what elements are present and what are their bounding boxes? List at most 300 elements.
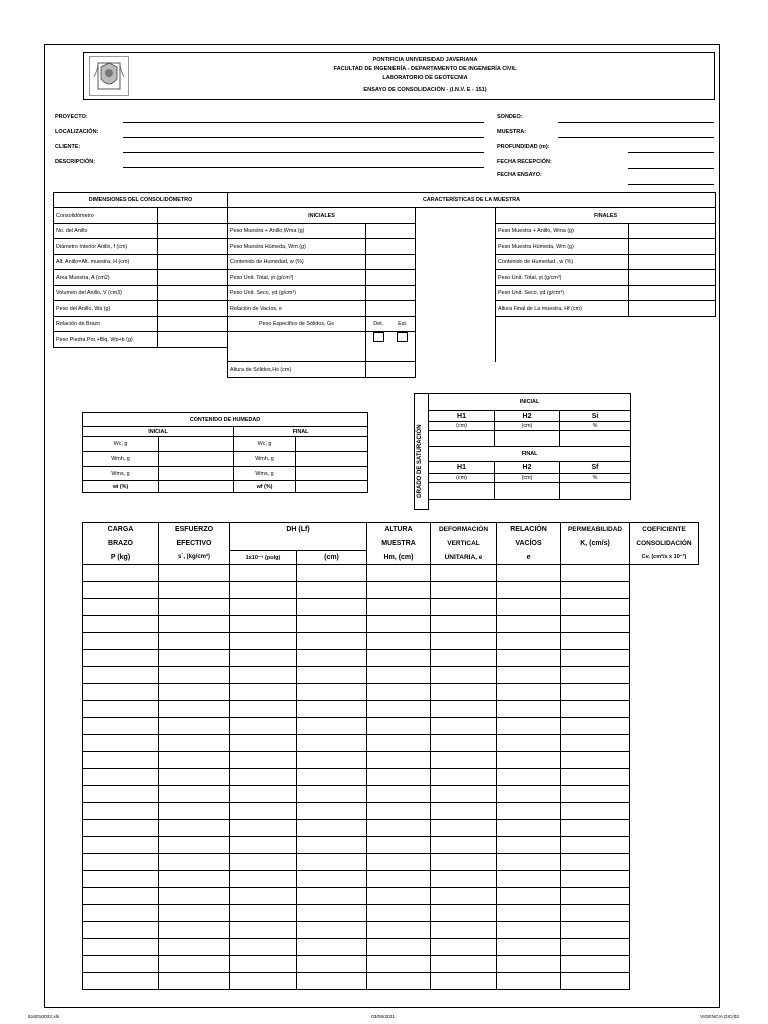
data-cell[interactable] <box>83 769 159 786</box>
data-cell[interactable] <box>561 769 630 786</box>
data-cell[interactable] <box>431 956 497 973</box>
data-cell[interactable] <box>83 973 159 990</box>
ini-row-value[interactable] <box>366 255 416 270</box>
table-row <box>83 905 699 922</box>
col-carga-2: BRAZO <box>83 537 159 551</box>
data-cell[interactable] <box>83 752 159 769</box>
field-line-descripcion[interactable] <box>123 167 484 168</box>
data-cell[interactable] <box>367 956 431 973</box>
data-cell[interactable] <box>83 939 159 956</box>
data-cell[interactable] <box>367 565 431 582</box>
fin-row-value[interactable] <box>629 255 716 270</box>
data-cell[interactable] <box>367 633 431 650</box>
data-cell[interactable] <box>561 667 630 684</box>
data-cell[interactable] <box>367 973 431 990</box>
data-cell[interactable] <box>431 752 497 769</box>
data-cell[interactable] <box>561 956 630 973</box>
spacer-cell <box>416 208 496 362</box>
data-cell[interactable] <box>230 820 297 837</box>
data-cell[interactable] <box>159 718 230 735</box>
data-cell[interactable] <box>431 803 497 820</box>
fin-row-value[interactable] <box>629 301 716 317</box>
data-cell[interactable] <box>497 820 561 837</box>
data-cell[interactable] <box>497 735 561 752</box>
data-cell[interactable] <box>159 701 230 718</box>
empty-area <box>496 317 716 378</box>
data-cell[interactable] <box>230 922 297 939</box>
dimensiones-title: DIMENSIONES DEL CONSOLIDÓMETRO <box>54 193 228 208</box>
data-cell[interactable] <box>159 650 230 667</box>
sat-h2-value[interactable] <box>495 431 560 447</box>
data-cell[interactable] <box>431 820 497 837</box>
data-cell[interactable] <box>367 854 431 871</box>
data-cell[interactable] <box>297 939 367 956</box>
data-cell[interactable] <box>367 667 431 684</box>
sat-h1-value[interactable] <box>429 431 495 447</box>
data-cell[interactable] <box>159 956 230 973</box>
data-cell[interactable] <box>230 718 297 735</box>
fin-row-value[interactable] <box>629 270 716 286</box>
header-line-3: LABORATORIO DE GEOTECNIA <box>382 75 468 81</box>
ini-row-value[interactable] <box>366 239 416 255</box>
data-cell[interactable] <box>431 854 497 871</box>
data-cell[interactable] <box>297 701 367 718</box>
data-cell[interactable] <box>367 616 431 633</box>
data-cell[interactable] <box>367 582 431 599</box>
data-cell[interactable] <box>497 684 561 701</box>
dim-row-value[interactable] <box>158 208 228 224</box>
table-row <box>83 871 699 888</box>
data-cell[interactable] <box>83 684 159 701</box>
wc-label: Wc, g <box>83 437 159 452</box>
data-cell[interactable] <box>83 905 159 922</box>
field-label-sondeo: SONDEO: <box>497 114 523 120</box>
data-cell[interactable] <box>230 803 297 820</box>
sat-sf-value[interactable] <box>560 483 631 500</box>
data-cell[interactable] <box>561 650 630 667</box>
data-cell[interactable] <box>159 616 230 633</box>
fin-row-label: Peso Muestra Húmeda, Wm (g) <box>496 239 629 255</box>
data-cell[interactable] <box>230 973 297 990</box>
data-cell[interactable] <box>431 905 497 922</box>
data-cell[interactable] <box>297 667 367 684</box>
data-cell[interactable] <box>497 565 561 582</box>
sat-unit-cm: (cm) <box>495 474 560 483</box>
data-cell[interactable] <box>367 871 431 888</box>
wmh-label: Wmh, g <box>83 452 159 467</box>
data-cell[interactable] <box>497 599 561 616</box>
university-seal-icon <box>89 56 129 96</box>
data-cell[interactable] <box>561 684 630 701</box>
data-cell[interactable] <box>297 922 367 939</box>
col-esfuerzo-1: ESFUERZO <box>159 523 230 537</box>
data-cell[interactable] <box>431 837 497 854</box>
data-cell[interactable] <box>297 718 367 735</box>
data-cell[interactable] <box>297 752 367 769</box>
data-cell[interactable] <box>431 565 497 582</box>
data-cell[interactable] <box>83 582 159 599</box>
wms-final-value[interactable] <box>296 467 368 481</box>
data-cell[interactable] <box>367 939 431 956</box>
data-cell[interactable] <box>83 888 159 905</box>
data-cell[interactable] <box>230 684 297 701</box>
wmh-final-value[interactable] <box>296 452 368 467</box>
data-cell[interactable] <box>159 854 230 871</box>
data-cell[interactable] <box>561 599 630 616</box>
data-cell[interactable] <box>83 718 159 735</box>
data-cell[interactable] <box>431 939 497 956</box>
data-cell[interactable] <box>367 718 431 735</box>
data-cell[interactable] <box>83 667 159 684</box>
est-label: Est. <box>398 321 408 327</box>
data-cell[interactable] <box>159 565 230 582</box>
data-cell[interactable] <box>159 837 230 854</box>
col-esfuerzo-3: s´, (kg/cm²) <box>159 551 230 565</box>
data-cell[interactable] <box>159 667 230 684</box>
table-row <box>83 599 699 616</box>
data-cell[interactable] <box>83 633 159 650</box>
data-cell[interactable] <box>561 837 630 854</box>
table-row <box>83 752 699 769</box>
data-cell[interactable] <box>83 922 159 939</box>
sat-hf1-value[interactable] <box>429 483 495 500</box>
col-dh-blank <box>230 537 367 551</box>
data-cell[interactable] <box>83 565 159 582</box>
ini-row-value[interactable] <box>366 286 416 301</box>
table-row <box>83 854 699 871</box>
humedad-final: FINAL <box>234 427 368 437</box>
data-cell[interactable] <box>297 582 367 599</box>
data-cell[interactable] <box>297 973 367 990</box>
data-cell[interactable] <box>561 820 630 837</box>
wf-value[interactable] <box>296 481 368 493</box>
data-cell[interactable] <box>159 820 230 837</box>
data-cell[interactable] <box>497 871 561 888</box>
data-cell[interactable] <box>367 684 431 701</box>
data-cell[interactable] <box>431 735 497 752</box>
data-cell[interactable] <box>83 956 159 973</box>
fin-row-value[interactable] <box>629 286 716 301</box>
data-cell[interactable] <box>230 650 297 667</box>
data-cell[interactable] <box>497 803 561 820</box>
data-cell[interactable] <box>230 905 297 922</box>
data-cell[interactable] <box>431 616 497 633</box>
ini-row-value[interactable] <box>366 224 416 239</box>
data-cell[interactable] <box>230 752 297 769</box>
data-cell[interactable] <box>230 888 297 905</box>
fin-row-label: Peso Unit. Seco, γd (g/cm³) <box>496 286 629 301</box>
dim-row-value[interactable] <box>158 301 228 317</box>
data-cell[interactable] <box>297 769 367 786</box>
data-cell[interactable] <box>230 599 297 616</box>
data-cell[interactable] <box>367 820 431 837</box>
data-cell[interactable] <box>497 786 561 803</box>
table-row <box>83 786 699 803</box>
data-cell[interactable] <box>230 735 297 752</box>
finales-header: FINALES <box>496 208 716 224</box>
data-cell[interactable] <box>83 837 159 854</box>
data-cell[interactable] <box>497 922 561 939</box>
data-cell[interactable] <box>431 582 497 599</box>
wi-value[interactable] <box>159 481 234 493</box>
data-cell[interactable] <box>297 803 367 820</box>
data-cell[interactable] <box>497 905 561 922</box>
data-cell[interactable] <box>561 922 630 939</box>
data-cell[interactable] <box>561 582 630 599</box>
data-cell[interactable] <box>561 735 630 752</box>
wf-label: wf (%) <box>234 481 296 493</box>
dim-row-value[interactable] <box>158 239 228 255</box>
sat-unit-pct: % <box>560 422 631 431</box>
field-line-fecha-ensayo[interactable] <box>628 184 714 185</box>
ini-row-value[interactable] <box>366 301 416 317</box>
data-cell[interactable] <box>561 905 630 922</box>
data-cell[interactable] <box>159 922 230 939</box>
col-permeabilidad-blank <box>561 551 630 565</box>
field-line-proyecto[interactable] <box>123 122 484 123</box>
data-cell[interactable] <box>497 752 561 769</box>
data-cell[interactable] <box>230 786 297 803</box>
gs-label: Peso Especifico de Sólidos, Gs <box>228 317 366 332</box>
caracteristicas-title: CARACTERÍSTICAS DE LA MUESTRA <box>228 193 716 208</box>
data-cell[interactable] <box>497 701 561 718</box>
data-cell[interactable] <box>159 905 230 922</box>
data-cell[interactable] <box>431 769 497 786</box>
field-label-cliente: CLIENTE: <box>55 144 81 150</box>
col-deformacion-3: UNITARIA, e <box>431 551 497 565</box>
data-cell[interactable] <box>367 922 431 939</box>
data-cell[interactable] <box>497 633 561 650</box>
data-cell[interactable] <box>159 735 230 752</box>
data-cell[interactable] <box>230 565 297 582</box>
data-cell[interactable] <box>230 769 297 786</box>
wms-label-final: Wms, g <box>234 467 296 481</box>
dim-row-value[interactable] <box>158 317 228 332</box>
data-cell[interactable] <box>159 973 230 990</box>
field-line-fecha-recepcion[interactable] <box>628 168 714 169</box>
data-cell[interactable] <box>561 854 630 871</box>
data-cell[interactable] <box>83 820 159 837</box>
data-cell[interactable] <box>431 922 497 939</box>
field-line-cliente[interactable] <box>123 152 484 153</box>
data-cell[interactable] <box>431 786 497 803</box>
data-cell[interactable] <box>230 837 297 854</box>
data-cell[interactable] <box>497 616 561 633</box>
data-cell[interactable] <box>561 939 630 956</box>
data-cell[interactable] <box>561 718 630 735</box>
data-cell[interactable] <box>297 820 367 837</box>
data-cell[interactable] <box>230 616 297 633</box>
table-row <box>83 939 699 956</box>
data-cell[interactable] <box>561 973 630 990</box>
data-cell[interactable] <box>561 871 630 888</box>
data-cell[interactable] <box>431 701 497 718</box>
data-cell[interactable] <box>159 599 230 616</box>
field-label-proyecto: PROYECTO: <box>55 114 88 120</box>
humedad-table <box>82 412 368 493</box>
data-cell[interactable] <box>561 803 630 820</box>
data-cell[interactable] <box>431 650 497 667</box>
data-cell[interactable] <box>297 905 367 922</box>
data-cell[interactable] <box>297 633 367 650</box>
data-cell[interactable] <box>367 905 431 922</box>
data-cell[interactable] <box>431 973 497 990</box>
fin-row-value[interactable] <box>629 224 716 239</box>
wms-initial-value[interactable] <box>159 467 234 481</box>
data-cell[interactable] <box>230 871 297 888</box>
table-row <box>83 888 699 905</box>
data-cell[interactable] <box>367 769 431 786</box>
data-cell[interactable] <box>497 939 561 956</box>
footer-vigencia: VIGENCIA DIC/02 <box>700 1015 739 1020</box>
data-cell[interactable] <box>297 888 367 905</box>
data-cell[interactable] <box>367 650 431 667</box>
data-cell[interactable] <box>367 735 431 752</box>
data-cell[interactable] <box>561 633 630 650</box>
data-cell[interactable] <box>159 582 230 599</box>
data-cell[interactable] <box>83 803 159 820</box>
data-cell[interactable] <box>497 650 561 667</box>
data-cell[interactable] <box>561 701 630 718</box>
data-cell[interactable] <box>159 803 230 820</box>
wc-initial-value[interactable] <box>159 437 234 452</box>
dim-row-value[interactable] <box>158 255 228 270</box>
data-cell[interactable] <box>159 786 230 803</box>
data-cell[interactable] <box>561 786 630 803</box>
data-cell[interactable] <box>367 786 431 803</box>
data-cell[interactable] <box>497 667 561 684</box>
data-cell[interactable] <box>83 854 159 871</box>
data-cell[interactable] <box>497 769 561 786</box>
data-cell[interactable] <box>159 752 230 769</box>
field-label-localizacion: LOCALIZACIÓN: <box>55 129 99 135</box>
est-checkbox[interactable] <box>397 332 408 342</box>
wc-final-value[interactable] <box>296 437 368 452</box>
data-cell[interactable] <box>367 837 431 854</box>
data-cell[interactable] <box>297 565 367 582</box>
data-cell[interactable] <box>497 973 561 990</box>
data-cell[interactable] <box>431 684 497 701</box>
data-cell[interactable] <box>297 837 367 854</box>
det-checkbox[interactable] <box>373 332 384 342</box>
data-cell[interactable] <box>431 888 497 905</box>
data-cell[interactable] <box>561 752 630 769</box>
data-cell[interactable] <box>83 599 159 616</box>
dim-row-value[interactable] <box>158 286 228 301</box>
data-cell[interactable] <box>230 939 297 956</box>
humedad-title: CONTENIDO DE HUMEDAD <box>83 413 368 427</box>
data-cell[interactable] <box>230 854 297 871</box>
data-cell[interactable] <box>367 599 431 616</box>
data-cell[interactable] <box>431 667 497 684</box>
col-dh-pulg: 1x10⁻⁴ (pulg) <box>230 551 297 565</box>
data-cell[interactable] <box>230 667 297 684</box>
hs-value[interactable] <box>366 362 416 378</box>
wmh-initial-value[interactable] <box>159 452 234 467</box>
data-cell[interactable] <box>497 582 561 599</box>
data-cell[interactable] <box>230 633 297 650</box>
dimensiones-table <box>53 192 228 348</box>
dim-row-value[interactable] <box>158 270 228 286</box>
data-cell[interactable] <box>431 718 497 735</box>
data-cell[interactable] <box>230 582 297 599</box>
col-coeficiente-3: Cv, (cm²/s x 10⁻³) <box>630 551 699 565</box>
col-altura-3: Hm, (cm) <box>367 551 431 565</box>
data-cell[interactable] <box>431 633 497 650</box>
col-coeficiente-2: CONSOLIDACIÓN <box>630 537 699 551</box>
data-cell[interactable] <box>83 616 159 633</box>
data-cell[interactable] <box>497 956 561 973</box>
data-cell[interactable] <box>297 684 367 701</box>
data-cell[interactable] <box>497 837 561 854</box>
data-cell[interactable] <box>297 854 367 871</box>
fin-row-value[interactable] <box>629 239 716 255</box>
data-cell[interactable] <box>159 769 230 786</box>
ini-row-label: Peso Unit. Seco, γd (g/cm³) <box>228 286 366 301</box>
dim-row-value[interactable] <box>158 332 228 348</box>
data-cell[interactable] <box>561 888 630 905</box>
data-cell[interactable] <box>561 565 630 582</box>
table-row <box>83 667 699 684</box>
data-cell[interactable] <box>230 956 297 973</box>
col-relacion-1: RELACIÓN <box>497 523 561 537</box>
field-line-localizacion[interactable] <box>123 137 484 138</box>
data-cell[interactable] <box>497 888 561 905</box>
data-cell[interactable] <box>83 786 159 803</box>
data-cell[interactable] <box>431 599 497 616</box>
data-cell[interactable] <box>297 650 367 667</box>
data-cell[interactable] <box>83 701 159 718</box>
data-cell[interactable] <box>297 599 367 616</box>
dim-row-value[interactable] <box>158 224 228 239</box>
data-cell[interactable] <box>159 888 230 905</box>
fin-row-label: Peso Unit. Total, γt (g/cm³) <box>496 270 629 286</box>
sat-si-value[interactable] <box>560 431 631 447</box>
data-cell[interactable] <box>297 786 367 803</box>
data-cell[interactable] <box>159 684 230 701</box>
ini-row-value[interactable] <box>366 270 416 286</box>
data-cell[interactable] <box>297 871 367 888</box>
data-cell[interactable] <box>497 718 561 735</box>
data-cell[interactable] <box>367 701 431 718</box>
ini-row-label: Peso Unit. Total, γt (g/cm³) <box>228 270 366 286</box>
data-cell[interactable] <box>367 752 431 769</box>
data-cell[interactable] <box>230 701 297 718</box>
data-cell[interactable] <box>159 633 230 650</box>
wms-label: Wms, g <box>83 467 159 481</box>
sat-hf1: H1 <box>429 462 495 474</box>
data-cell[interactable] <box>83 650 159 667</box>
field-line-muestra[interactable] <box>558 137 714 138</box>
data-cell[interactable] <box>83 735 159 752</box>
data-cell[interactable] <box>297 616 367 633</box>
data-cell[interactable] <box>367 888 431 905</box>
col-permeabilidad-1: PERMEABILIDAD <box>561 523 630 537</box>
data-cell[interactable] <box>431 871 497 888</box>
data-cell[interactable] <box>497 854 561 871</box>
data-cell[interactable] <box>561 616 630 633</box>
data-cell[interactable] <box>297 735 367 752</box>
data-cell[interactable] <box>367 803 431 820</box>
data-cell[interactable] <box>159 939 230 956</box>
field-line-profundidad[interactable] <box>628 152 714 153</box>
data-cell[interactable] <box>83 871 159 888</box>
data-cell[interactable] <box>159 871 230 888</box>
field-label-fecha-recepcion: FECHA RECEPCIÓN: <box>497 159 552 165</box>
data-cell[interactable] <box>297 956 367 973</box>
sat-hf2-value[interactable] <box>495 483 560 500</box>
field-line-sondeo[interactable] <box>558 122 714 123</box>
